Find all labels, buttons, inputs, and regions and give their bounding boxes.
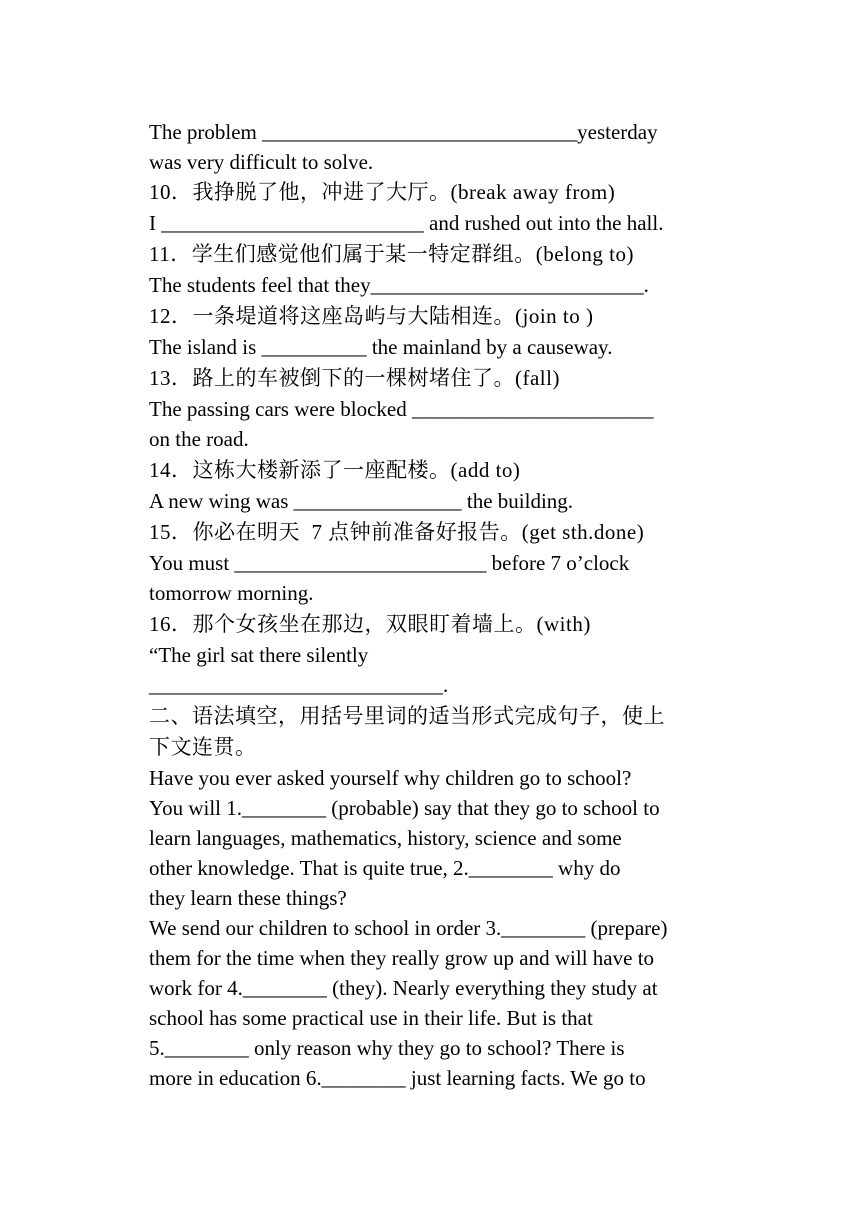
exercise-14-sentence: A new wing was ________________ the building. (149, 489, 574, 513)
exercise-10-prompt: 10．我挣脱了他，冲进了大厅。(break away from) (149, 180, 616, 204)
exercise-15-sentence: You must ________________________ before 7 o’clock (149, 551, 630, 575)
text-line: was very difficult to solve. (149, 150, 374, 174)
exercise-12-sentence: The island is __________ the mainland by a causeway. (149, 335, 613, 359)
passage-line: school has some practical use in their life. But is that (149, 1006, 593, 1030)
passage-line: You will 1.________ (probable) say that they go to school to (149, 796, 660, 820)
passage-line: work for 4.________ (they). Nearly everything they study at (149, 976, 658, 1000)
exercise-13-sentence: The passing cars were blocked _______________________ (149, 397, 654, 421)
passage-line: they learn these things? (149, 886, 347, 910)
exercise-16-answer-line: ____________________________. (149, 673, 449, 697)
exercise-16-sentence: “The girl sat there silently (149, 643, 369, 667)
passage-line: more in education 6.________ just learning facts. We go to (149, 1066, 646, 1090)
exercise-16-prompt: 16．那个女孩坐在那边，双眼盯着墙上。(with) (149, 612, 591, 636)
passage-line: Have you ever asked yourself why children go to school? (149, 766, 632, 790)
exercise-11-prompt: 11．学生们感觉他们属于某一特定群组。(belong to) (149, 242, 634, 266)
exercise-15-prompt: 15．你必在明天 7 点钟前准备好报告。(get sth.done) (149, 520, 645, 544)
exercise-13-prompt: 13．路上的车被倒下的一棵树堵住了。(fall) (149, 366, 560, 390)
exercise-15-sentence-cont: tomorrow morning. (149, 581, 314, 605)
document-page (149, 117, 729, 1093)
exercise-10-sentence: I _________________________ and rushed out into the hall. (149, 211, 664, 235)
exercise-11-sentence: The students feel that they__________________________. (149, 273, 649, 297)
exercise-14-prompt: 14．这栋大楼新添了一座配楼。(add to) (149, 458, 521, 482)
passage-line: them for the time when they really grow up and will have to (149, 946, 655, 970)
text-line: The problem ______________________________yesterday (149, 120, 658, 144)
section-heading-cont: 下文连贯。 (149, 735, 257, 759)
passage-line: We send our children to school in order 3.________ (prepare) (149, 916, 668, 940)
exercise-13-sentence-cont: on the road. (149, 427, 249, 451)
exercise-12-prompt: 12．一条堤道将这座岛屿与大陆相连。(join to ) (149, 304, 594, 328)
section-heading: 二、语法填空，用括号里词的适当形式完成句子，使上 (149, 704, 665, 728)
passage-line: learn languages, mathematics, history, science and some (149, 826, 622, 850)
passage-line: other knowledge. That is quite true, 2.________ why do (149, 856, 621, 880)
passage-line: 5.________ only reason why they go to school? There is (149, 1036, 625, 1060)
